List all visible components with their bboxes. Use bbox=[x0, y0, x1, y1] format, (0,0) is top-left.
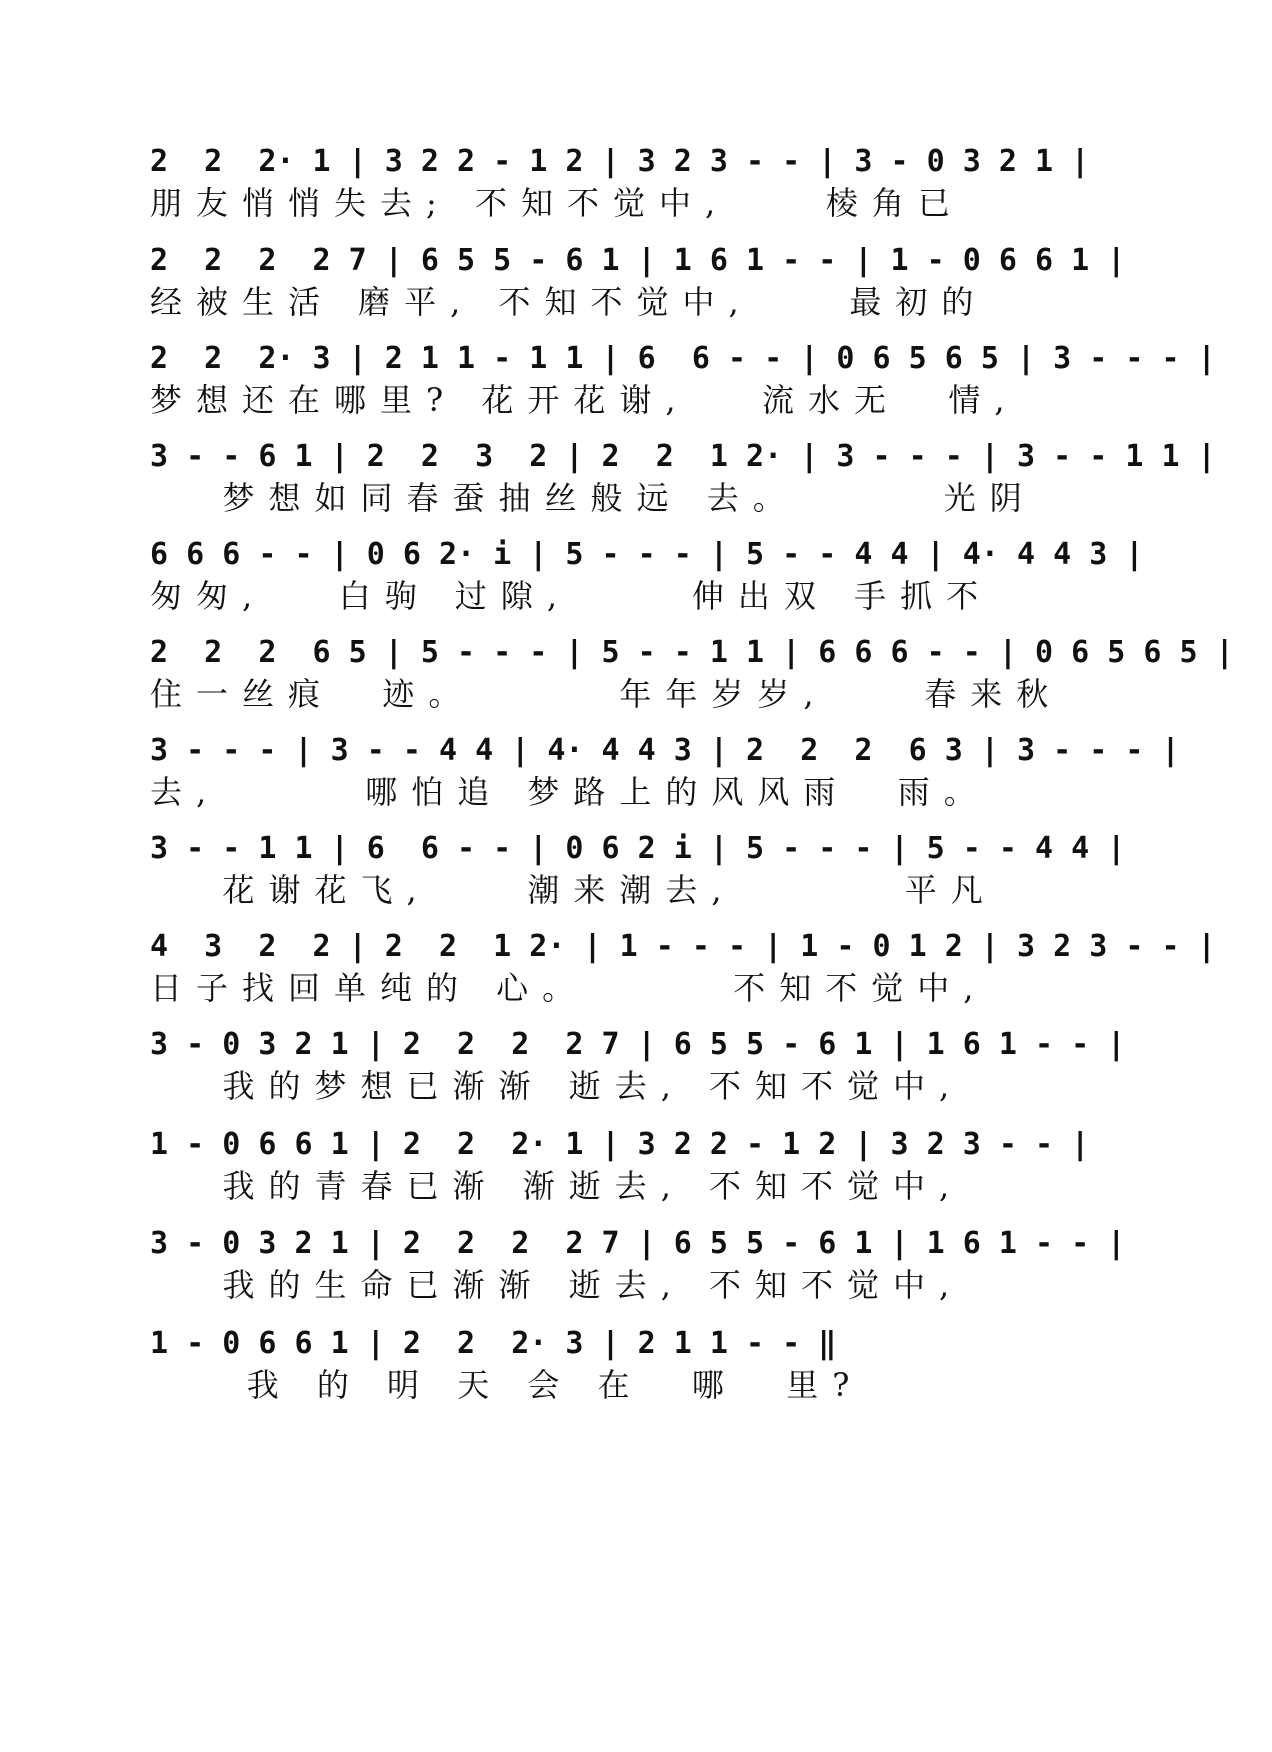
notation-line-11: 1 - 0 6 6 1 | 2 2 2· 1 | 3 2 2 - 1 2 | 3 2 3 - - | bbox=[150, 1127, 1090, 1162]
notation-line-13: 1 - 0 6 6 1 | 2 2 2· 3 | 2 1 1 - - ‖ bbox=[150, 1326, 837, 1361]
lyrics-line-10: 我的梦想已渐渐 逝去, 不知不觉中, bbox=[150, 1067, 964, 1105]
lyrics-line-2: 经被生活 磨平, 不知不觉中, 最初的 bbox=[150, 283, 988, 321]
lyrics-line-11: 我的青春已渐 渐逝去, 不知不觉中, bbox=[150, 1167, 964, 1205]
lyrics-line-1: 朋友悄悄失去; 不知不觉中, 棱角已 bbox=[150, 184, 964, 222]
notation-line-4: 3 - - 6 1 | 2 2 3 2 | 2 2 1 2· | 3 - - - | 3 - - 1 1 | bbox=[150, 439, 1216, 474]
lyrics-line-5: 匆匆, 白驹 过隙, 伸出双 手抓不 bbox=[150, 577, 993, 615]
lyrics-line-8: 花谢花飞, 潮来潮去, 平凡 bbox=[150, 871, 997, 909]
notation-line-1: 2 2 2· 1 | 3 2 2 - 1 2 | 3 2 3 - - | 3 - 0 3 2 1 | bbox=[150, 144, 1090, 179]
notation-line-6: 2 2 2 6 5 | 5 - - - | 5 - - 1 1 | 6 6 6 - - | 0 6 5 6 5 | bbox=[150, 635, 1234, 670]
notation-line-5: 6 6 6 - - | 0 6 2· i | 5 - - - | 5 - - 4 4 | 4· 4 4 3 | bbox=[150, 537, 1144, 572]
lyrics-line-4: 梦想如同春蚕抽丝般远 去。 光阴 bbox=[150, 479, 1036, 517]
lyrics-line-3: 梦想还在哪里? 花开花谢, 流水无 情, bbox=[150, 381, 1019, 419]
lyrics-line-9: 日子找回单纯的 心。 不知不觉中, bbox=[150, 969, 988, 1007]
notation-line-9: 4 3 2 2 | 2 2 1 2· | 1 - - - | 1 - 0 1 2 | 3 2 3 - - | bbox=[150, 929, 1216, 964]
lyrics-line-6: 住一丝痕 迹。 年年岁岁, 春来秋 bbox=[150, 675, 1063, 713]
lyrics-line-13: 我 的 明 天 会 在 哪 里? bbox=[150, 1366, 864, 1404]
notation-line-2: 2 2 2 2 7 | 6 5 5 - 6 1 | 1 6 1 - - | 1 - 0 6 6 1 | bbox=[150, 243, 1126, 278]
notation-line-8: 3 - - 1 1 | 6 6 - - | 0 6 2 i | 5 - - - | 5 - - 4 4 | bbox=[150, 831, 1126, 866]
notation-line-10: 3 - 0 3 2 1 | 2 2 2 2 7 | 6 5 5 - 6 1 | 1 6 1 - - | bbox=[150, 1027, 1126, 1062]
lyrics-line-12: 我的生命已渐渐 逝去, 不知不觉中, bbox=[150, 1266, 964, 1304]
notation-line-3: 2 2 2· 3 | 2 1 1 - 1 1 | 6 6 - - | 0 6 5 6 5 | 3 - - - | bbox=[150, 341, 1216, 376]
notation-line-7: 3 - - - | 3 - - 4 4 | 4· 4 4 3 | 2 2 2 6 3 | 3 - - - | bbox=[150, 733, 1180, 768]
lyrics-line-7: 去, 哪怕追 梦路上的风风雨 雨。 bbox=[150, 773, 990, 811]
notation-line-12: 3 - 0 3 2 1 | 2 2 2 2 7 | 6 5 5 - 6 1 | 1 6 1 - - | bbox=[150, 1226, 1126, 1261]
